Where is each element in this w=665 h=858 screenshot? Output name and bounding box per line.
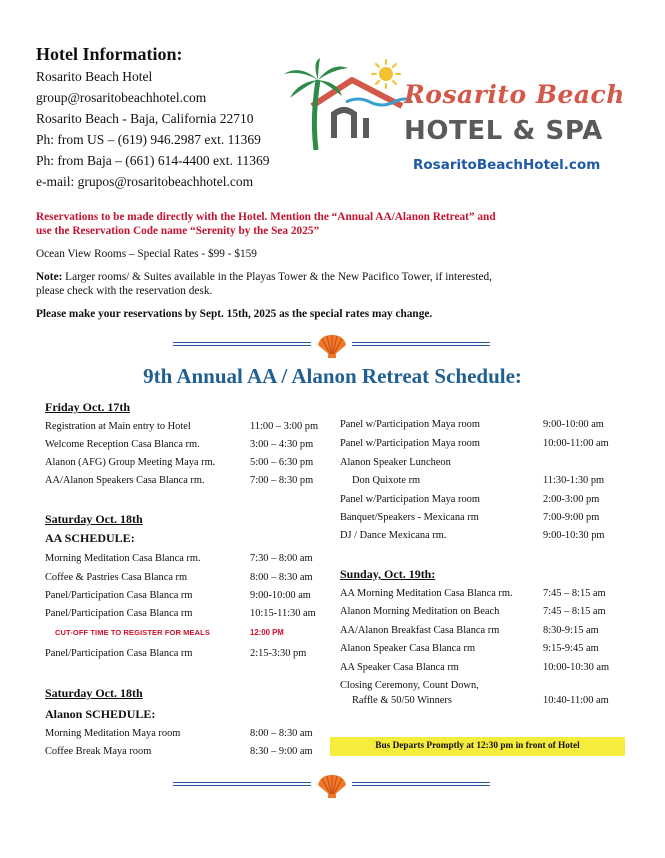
friday-event-name: AA/Alanon Speakers Casa Blanca rm. — [45, 475, 205, 486]
friday-event-time: 5:00 – 6:30 pm — [250, 457, 314, 468]
saturday-event-name: Panel w/Participation Maya room — [340, 494, 480, 505]
logo-script-text: Rosarito Beach — [404, 80, 625, 109]
sunday-event-name: Alanon Morning Meditation on Beach — [340, 606, 500, 617]
friday-event-name: Alanon (AFG) Group Meeting Maya rm. — [45, 457, 216, 468]
saturday-event-time: 9:00-10:00 am — [543, 419, 604, 430]
aa-event-name: Morning Meditation Casa Blanca rm. — [45, 553, 201, 564]
reservation-notice-line2: use the Reservation Code name “Serenity by the Sea 2025” — [36, 225, 320, 237]
house-icon — [312, 80, 402, 138]
reservation-notice-line1: Reservations to be made directly with the Hotel. Mention the “Annual AA/Alanon Retreat” and — [36, 211, 496, 223]
meal-cutoff-time: 12:00 PM — [250, 628, 284, 637]
hotel-address: Rosarito Beach - Baja, California 22710 — [36, 111, 254, 126]
note-label: Note: — [36, 271, 63, 283]
friday-event-time: 11:00 – 3:00 pm — [250, 421, 319, 432]
saturday-event-name: DJ / Dance Mexicana rm. — [340, 530, 447, 541]
sunday-event-name: Alanon Speaker Casa Blanca rm — [340, 643, 476, 654]
contact-email[interactable]: e-mail: grupos@rosaritobeachhotel.com — [36, 174, 254, 189]
schedule-title: 9th Annual AA / Alanon Retreat Schedule: — [143, 364, 522, 388]
sunday-event-name: AA/Alanon Breakfast Casa Blanca rm — [340, 625, 500, 636]
friday-event-time: 7:00 – 8:30 pm — [250, 475, 314, 486]
aa-event-name: Coffee & Pastries Casa Blanca rm — [45, 572, 188, 583]
saturday-event-name: Panel w/Participation Maya room — [340, 438, 480, 449]
alanon-schedule-subheading: Alanon SCHEDULE: — [45, 707, 156, 721]
saturday-event-name: Panel w/Participation Maya room — [340, 419, 480, 430]
sunday-event-time: 7:45 – 8:15 am — [543, 588, 606, 599]
divider-left-bottom — [173, 782, 311, 786]
friday-event-name: Registration at Main entry to Hotel — [45, 421, 191, 432]
aa-event-time: 7:30 – 8:00 am — [250, 553, 313, 564]
saturday-event-time: 9:00-10:30 pm — [543, 530, 605, 541]
sunday-event-time: 7:45 – 8:15 am — [543, 606, 606, 617]
sunday-event-name: AA Morning Meditation Casa Blanca rm. — [340, 588, 513, 599]
note-line2: please check with the reservation desk. — [36, 285, 213, 297]
meal-cutoff-label: CUT-OFF TIME TO REGISTER FOR MEALS — [55, 628, 210, 637]
sunday-event-name: Raffle & 50/50 Winners — [352, 695, 452, 706]
reservation-deadline: Please make your reservations by Sept. 15th, 2025 as the special rates may change. — [36, 308, 433, 320]
divider-right-bottom — [352, 782, 490, 786]
phone-us: Ph: from US – (619) 946.2987 ext. 11369 — [36, 132, 261, 147]
sunday-event-name: Closing Ceremony, Count Down, — [340, 680, 479, 691]
aa-schedule-subheading: AA SCHEDULE: — [45, 531, 135, 545]
note-text: Larger rooms/ & Suites available in the Playas Tower & the New Pacifico Tower, if interested, — [62, 271, 493, 283]
aa-event-time: 8:00 – 8:30 am — [250, 572, 313, 583]
friday-event-time: 3:00 – 4:30 pm — [250, 439, 314, 450]
hotel-logo-graphic — [282, 58, 412, 158]
saturday-event-name: Alanon Speaker Luncheon — [340, 457, 451, 468]
saturday-event-time: 7:00-9:00 pm — [543, 512, 600, 523]
aa-event-time: 10:15-11:30 am — [250, 608, 316, 619]
shell-icon — [316, 333, 348, 359]
sunday-event-name: AA Speaker Casa Blanca rm — [340, 662, 459, 673]
friday-event-name: Welcome Reception Casa Blanca rm. — [45, 439, 200, 450]
alanon-event-time: 8:30 – 9:00 am — [250, 746, 313, 757]
palm-tree-icon — [284, 58, 348, 150]
sunday-event-time: 10:00-10:30 am — [543, 662, 610, 673]
sunday-event-time: 9:15-9:45 am — [543, 643, 599, 654]
divider-left-top — [173, 342, 311, 346]
hotel-name: Rosarito Beach Hotel — [36, 69, 153, 84]
sunday-event-time: 10:40-11:00 am — [543, 695, 609, 706]
phone-baja: Ph: from Baja – (661) 614-4400 ext. 11369 — [36, 153, 270, 168]
aa-event-time: 9:00-10:00 am — [250, 590, 311, 601]
saturday-aa-heading: Saturday Oct. 18th — [45, 512, 143, 526]
saturday-alanon-heading: Saturday Oct. 18th — [45, 686, 143, 700]
alanon-event-time: 8:00 – 8:30 am — [250, 728, 313, 739]
sunday-heading: Sunday, Oct. 19th: — [340, 567, 436, 581]
saturday-event-time: 10:00-11:00 am — [543, 438, 609, 449]
aa-event-name: Panel/Participation Casa Blanca rm — [45, 608, 193, 619]
bus-departure-notice: Bus Departs Promptly at 12:30 pm in front of Hotel — [330, 737, 625, 756]
saturday-event-time: 2:00-3:00 pm — [543, 494, 600, 505]
group-email[interactable]: group@rosaritobeachhotel.com — [36, 90, 207, 105]
friday-heading: Friday Oct. 17th — [45, 400, 130, 414]
logo-name-text: HOTEL & SPA — [404, 116, 603, 146]
aa-event-time: 2:15-3:30 pm — [250, 648, 307, 659]
hotel-info-title: Hotel Information: — [36, 44, 183, 64]
note-line1 — [36, 270, 492, 284]
alanon-event-name: Morning Meditation Maya room — [45, 728, 181, 739]
divider-right-top — [352, 342, 490, 346]
logo-url-link[interactable]: RosaritoBeachHotel.com — [413, 157, 601, 173]
aa-event-name: Panel/Participation Casa Blanca rm — [45, 590, 193, 601]
sun-icon — [372, 60, 400, 88]
sunday-event-time: 8:30-9:15 am — [543, 625, 599, 636]
aa-event-name: Panel/Participation Casa Blanca rm — [45, 648, 193, 659]
shell-icon — [316, 773, 348, 799]
saturday-event-name: Banquet/Speakers - Mexicana rm — [340, 512, 479, 523]
alanon-event-name: Coffee Break Maya room — [45, 746, 152, 757]
room-rates: Ocean View Rooms – Special Rates - $99 - $159 — [36, 248, 257, 260]
saturday-event-time: 11:30-1:30 pm — [543, 475, 605, 486]
saturday-event-name: Don Quixote rm — [352, 475, 421, 486]
